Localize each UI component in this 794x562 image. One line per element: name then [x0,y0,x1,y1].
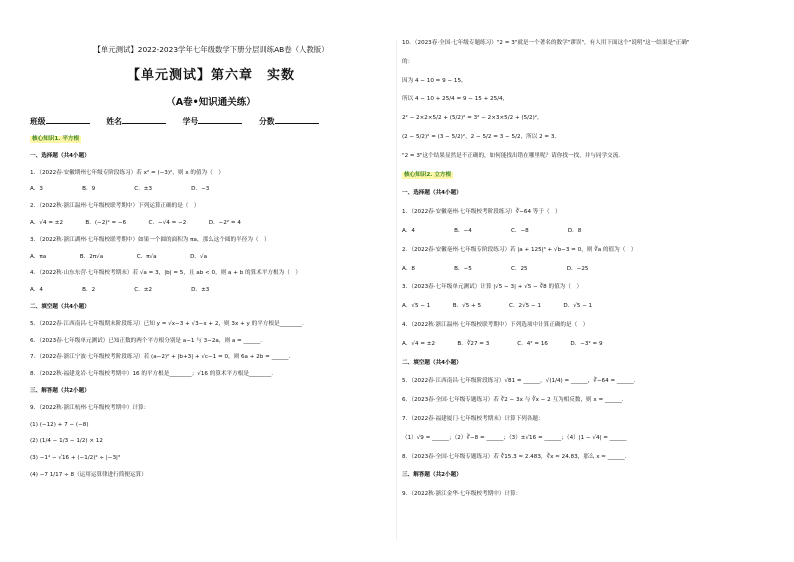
question-text: A．√4 = ±2 B．∛27 = 3 C．4² = 16 D．−3² = 9 [402,340,603,347]
question-line [30,287,392,294]
worksheet-title: 【单元测试】第六章 实数 [126,68,295,83]
question-line [30,405,392,412]
student-number-label: 学号 [182,117,199,126]
class-label: 班级 [30,117,46,126]
section-heading [30,388,392,395]
section-tag [402,172,764,179]
question-text: 2² − 2×2×5/2 + (5/2)² = 3² − 2×3×5/2 + (5/2)²， [402,115,543,122]
right-column [402,40,764,510]
question-line [30,254,392,261]
section-heading-label: 二、填空题（共4小题） [30,303,90,310]
question-line [402,228,764,235]
question-line [402,266,764,273]
question-text: 5．（2022春·江西南昌·七年级阶段练习）√81 = ______，√(1/4) = ______，∛−64 = ______. [402,378,636,385]
question-line [30,422,392,429]
question-text: "2 = 3"这个结果显然是不正确的，如何能找出错在哪里呢？请你找一找，并与同学交流. [402,152,621,159]
question-line [402,416,764,423]
question-line [30,321,392,328]
worksheet-header: 【单元测试】2022-2023学年七年级数学下册分层训练AB卷（人教版） [93,45,329,54]
question-text: A．8 B．−5 C．25 D．−25 [402,265,589,272]
question-text: 10．（2023春·全国·七年级专题练习）"2 = 3"就是一个著名的数学"谬误"，有人用下面这个"说明"这一结果是"正确" [402,40,690,46]
question-text: 9．（2022秋·浙江杭州·七年级校考期中）计算： [30,404,150,411]
question-line [30,237,392,244]
question-line [30,170,392,177]
question-text: 7．（2022春·浙江宁波·七年级校考阶段练习）若 (a−2)² + |b+3| + √c−1 = 0，则 6a + 2b = ______. [30,354,291,361]
question-line [402,491,764,498]
question-line [402,247,764,254]
question-text: 4．（2022秋·山东东营·七年级校考期末）若 √a = 3，|b| = 5，且 ab < 0，则 a + b 的算术平方根为（ ） [30,270,301,277]
question-text: 所以 4 − 10 + 25/4 = 9 − 15 + 25/4， [402,96,509,103]
question-text: 4．（2022秋·浙江温州·七年级校联考期中）下列选项中计算正确的是（ ） [402,321,589,328]
question-line [402,454,764,461]
student-info-bar [30,116,392,127]
question-line [30,438,392,445]
section-tag-label: 核心知识2. 立方根 [404,171,452,178]
question-line [30,371,392,378]
section-heading [30,304,392,311]
section-heading [402,190,764,197]
question-line [30,455,392,462]
question-text: (4) −7 1/17 ÷ 8（运用运算律进行简便运算） [30,471,147,478]
question-text: 9．（2022秋·浙江金华·七年级校考期中）计算： [402,491,522,498]
question-line [402,78,764,85]
question-text: （1）√9 = ______；（2）∛−8 = ______；（3）±√16 = ______；（4）|1 − √4| = ______ [402,434,627,441]
question-text: A．3 B．9 C．±3 D．−3 [30,186,210,193]
question-text: 3．（2023春·七年级单元测试）计算 |√5 − 3| + √5 − ∛8 的值为（ ） [402,284,583,291]
question-line [30,186,392,193]
question-text: 8．（2023春·全国·七年级专题练习）若 ∛15.3 ≈ 2.483，∛x ≈ 24.83，那么 x ≈ ______. [402,453,627,460]
section-heading-label: 三、解答题（共2小题） [30,387,90,394]
left-column [30,136,392,489]
question-text: A．√5 − 1 B．√5 + 5 C．2√5 − 1 D．√5 − 1 [402,303,593,310]
question-line [402,209,764,216]
name-label: 姓名 [106,117,122,126]
section-heading [402,472,764,479]
question-text: 5．（2022春·江西南昌·七年级期末阶段练习）已知 y = √x−3 + √3−x + 2，则 3x + y 的平方根是________. [30,320,304,327]
question-text: 8．（2022秋·福建龙岩·七年级校考期中）16 的平方根是________；√16 的算术平方根是________. [30,371,274,378]
question-line [402,341,764,348]
section-heading [30,153,392,160]
question-line [402,303,764,310]
score-blank [275,116,319,124]
score-label: 分数 [258,117,275,126]
class-blank [46,116,90,124]
question-text: 3．（2022秋·浙江湖州·七年级校联考期中）如果一个圆的面积为 πa，那么这个圆的半径为（ ） [30,236,270,243]
question-line [30,472,392,479]
question-text: 6．（2023春·七年级单元测试）已知正数的两个平方根分别是 a−1 与 3−2a，则 a = ______. [30,337,263,344]
question-text: A．4 B．−4 C．−8 D．8 [402,227,582,234]
question-text: (2 − 5/2)² = (3 − 5/2)²，2 − 5/2 = 3 − 5/2，所以 2 = 3. [402,133,557,140]
question-line [30,338,392,345]
question-line [402,378,764,385]
worksheet-subtitle: （A卷•知识通关练） [166,97,256,108]
question-text: A．πa B．2π√a C．π√a D．√a [30,253,208,260]
question-text: 因为 4 − 10 = 9 − 15， [402,77,467,84]
question-line [402,40,764,47]
question-text: A．4 B．2 C．±2 D．±3 [30,287,210,294]
question-line [402,59,764,66]
question-line [30,354,392,361]
column-divider [396,40,397,540]
section-heading-label: 二、填空题（共4小题） [402,359,462,366]
question-text: (2) (1/4 − 1/3 − 1/2) × 12 [30,438,103,445]
question-line [402,153,764,160]
question-text: 6．（2023春·全国·七年级专题练习）若 ∛2 − 3x 与 ∛x − 2 互为相反数，则 x = ______. [402,397,624,404]
student-number-blank [198,116,242,124]
section-heading-label: 一、选择题（共4小题） [402,190,462,197]
question-line [402,397,764,404]
question-text: (1) (−12) + 7 − (−8) [30,421,89,428]
question-text: 7．（2022春·福建厦门·七年级校考期末）计算下列各题： [402,415,544,422]
question-line [30,270,392,277]
question-text: 1．（2022春·安徽期州七年级专阶段练习）若 x² = (−3)²，则 x 的值为（ ） [30,169,224,176]
section-tag [30,136,392,143]
question-line [402,115,764,122]
question-text: (3) −1⁴ − √16 + (−1/2)² ÷ |−3|³ [30,455,121,462]
name-blank [122,116,166,124]
question-line [30,203,392,210]
section-tag-label: 核心知识1. 平方根 [32,136,80,142]
question-text: 1．（2022春·安徽亳州·七年级校考阶段练习）∛−64 等于（ ） [402,209,561,216]
section-heading-label: 三、解答题（共2小题） [402,472,462,479]
question-line [402,134,764,141]
question-text: 的： [402,58,414,65]
question-line [402,435,764,442]
section-heading [402,360,764,367]
question-text: A．√4 = ±2 B．(−2)² = −6 C．−√4 = −2 D．−2² = 4 [30,219,241,226]
question-text: 2．（2022春·安徽亳州·七年级专阶段练习）若 |a + 125|³ + √b−3 = 0，则 ∛a 的值为（ ） [402,246,637,253]
question-line [402,96,764,103]
question-line [30,220,392,227]
section-heading-label: 一、选择题（共4小题） [30,152,90,159]
question-text: 2．（2022秋·浙江温州·七年级校联考期中）下列运算正确的是（ ） [30,203,200,210]
question-line [402,284,764,291]
question-line [402,322,764,329]
